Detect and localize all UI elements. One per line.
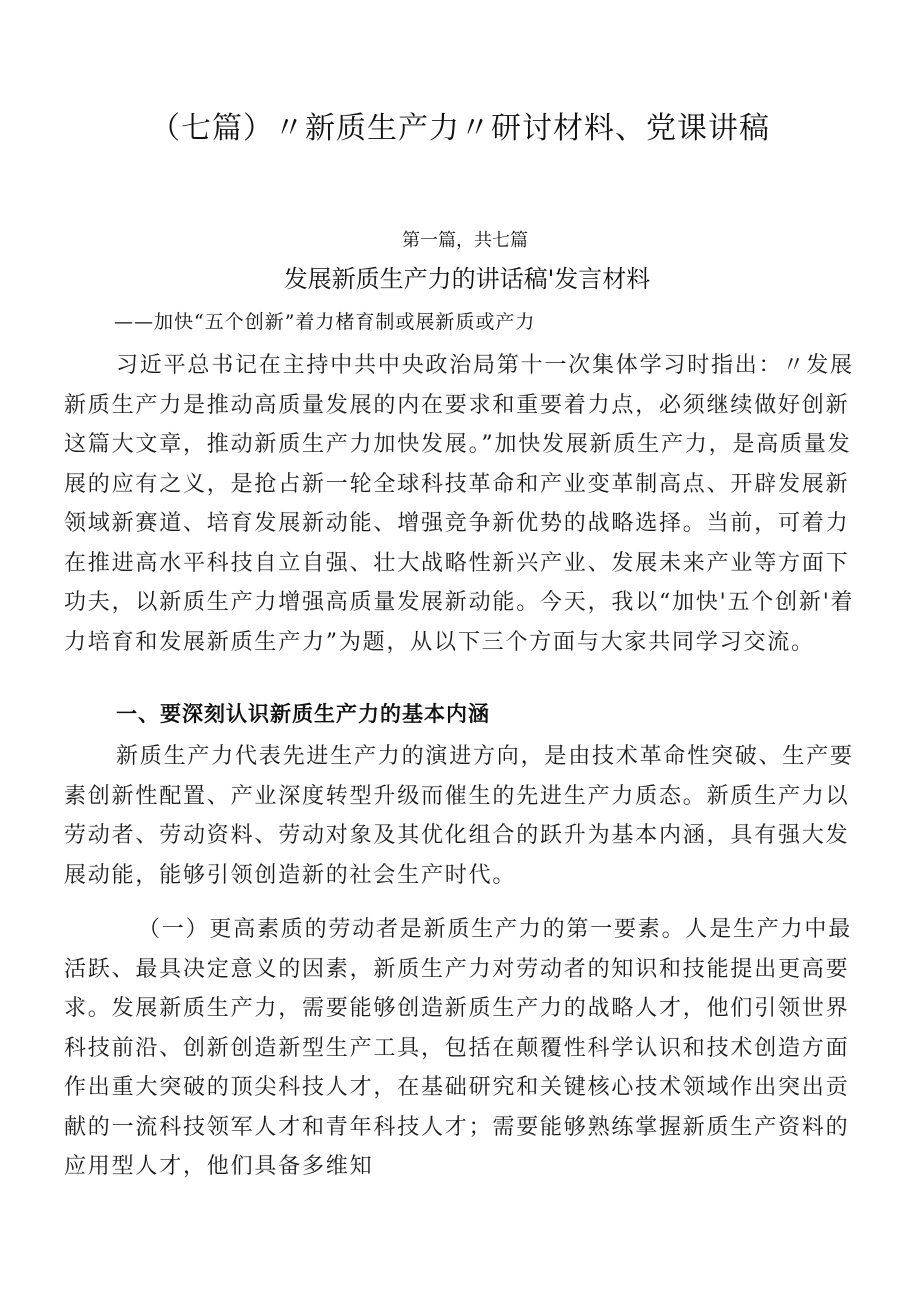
part-title: 发展新质生产力的讲话稿'发言材料 (283, 265, 651, 293)
subtitle: ——加快“五个创新”着力楮育制或展新质或产力 (114, 311, 536, 333)
paragraph-connotation: 新质生产力代表先进生产力的演进方向，是由技术革命性突破、生产要素创新性配置、产业深度转型升级而催生的先进生产力质态。新质生产力以劳动者、劳动资料、劳动对象及其优化组合的跃升为基本内涵，具有强大发展动能，能够引领创造新的社会生产时代。 (64, 744, 854, 888)
section-heading-1: 一、要深刻认识新质生产力的基本内涵 (116, 702, 490, 726)
paragraph-intro: 习近平总书记在主持中共中央政治局第十一次集体学习时指出：〃发展新质生产力是推动高质量发展的内在要求和重要着力点，必须继续做好创新这篇大文章，推动新质生产力加快发展。”加快发展新质生产力，是高质量发展的应有之义，是抢占新一轮全球科技革命和产业变革制高点、开辟发展新领域新赛道、培育发展新动能、增强竞争新优势的战略选择。当前，可着力在推进高水平科技自立自强、壮大战略性新兴产业、发展未来产业等方面下功夫，以新质生产力增强高质量发展新动能。今天，我以“加快'五个创新'着力培育和发展新质生产力”为题，从以下三个方面与大家共同学习交流。 (64, 353, 855, 655)
part-label: 第一篇，共七篇 (402, 230, 528, 251)
paragraph-workers: （一）更高素质的劳动者是新质生产力的第一要素。人是生产力中最活跃、最具决定意义的因素，新质生产力对劳动者的知识和技能提出更高要求。发展新质生产力，需要能够创造新质生产力的战略人才，他们引领世界科技前沿、创新创造新型生产工具，包括在颠覆性科学认识和技术创造方面作出重大突破的顶尖科技人才，在基础研究和关键核心技术领域作出突出贡献的一流科技领军人才和青年科技人才；需要能够熟练掌握新质生产资料的应用型人才，他们具备多维知 (64, 917, 853, 1179)
document-title: （七篇）〃新质生产力〃研讨材料、党课讲稿 (150, 111, 770, 146)
